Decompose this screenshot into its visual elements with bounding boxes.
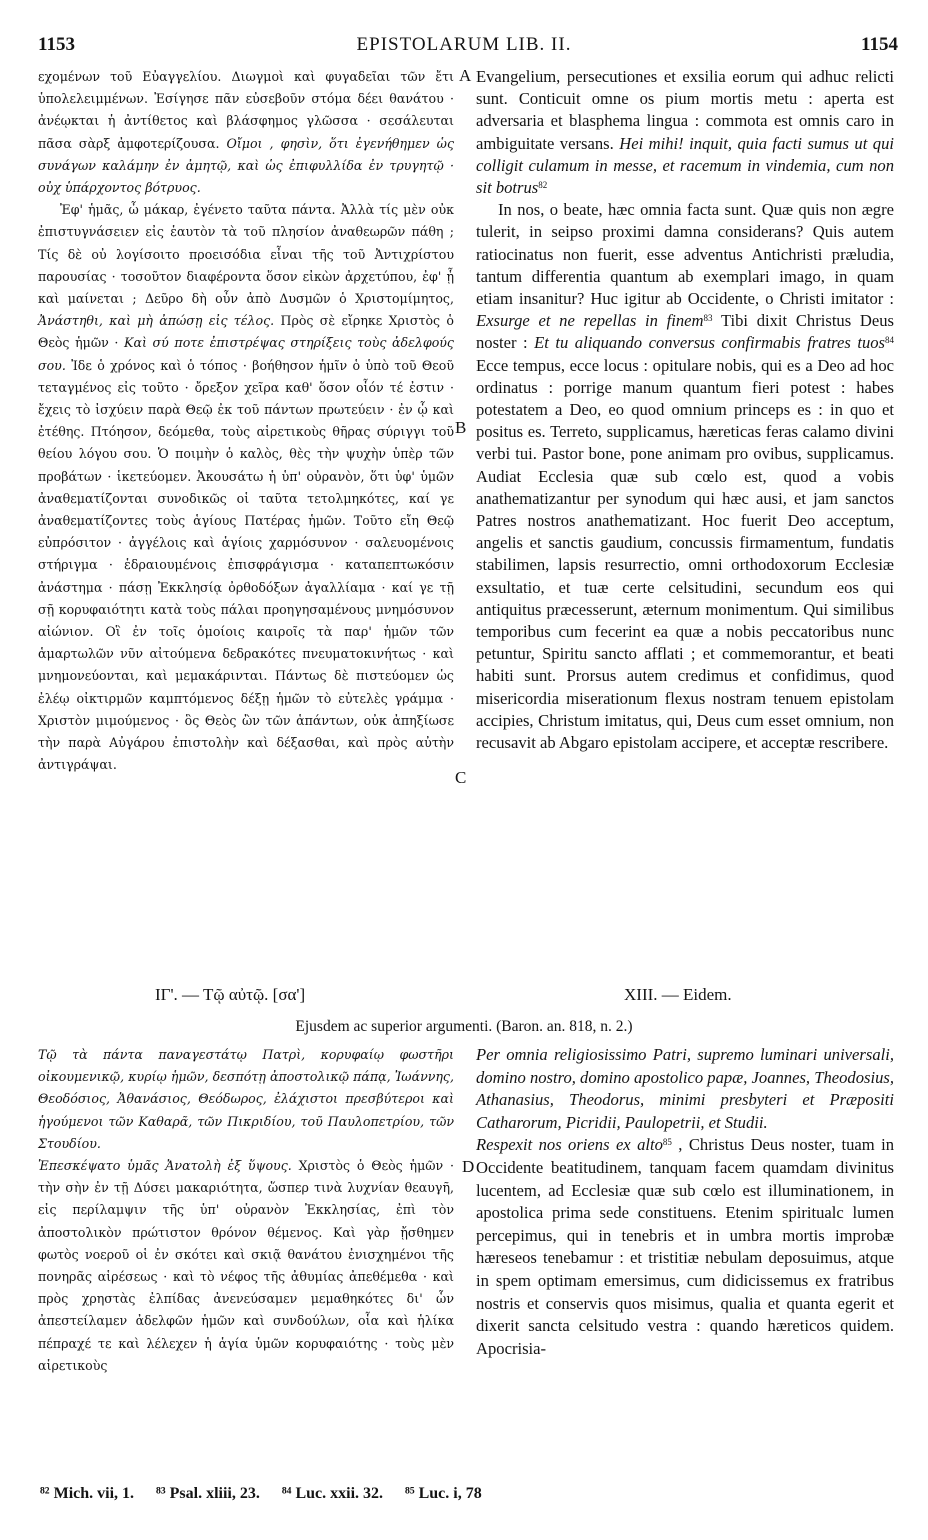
greek-column-top [38,66,454,777]
italic-run: Καὶ σύ ποτε ἐπιστρέψας στηρίξεις τοὺς ἀδελφούς σου. [38,335,454,373]
italic-run: Exsurge et ne repellas in finem [476,311,704,331]
paragraph [476,1134,894,1360]
greek-column-bottom [38,1044,454,1377]
footnote-85: ⁸⁵ Luc. i, 78 [405,1485,482,1502]
text-run: In nos, o beate, hæc omnia facta sunt. Quæ quis non ægre tulerit, in seipso proximi damna considerans? Quis autem ratiocinatus non fuerit, esse adventus Antichristi præludia, tantum differentia quantum ab exemplari imago, in quam etiam insanitur? Huc igitur ab Occidente, o Christi imitator : [476,200,894,309]
latin-column-top [476,66,894,754]
text-run: Πρὸς σὲ εἴρηκε Χριστὸς ὁ Θεὸς ἡμῶν · [38,313,454,351]
text-run: Ecce tempus, ecce locus : opitulare nobis, qui es a Deo ad hoc ordinatus : porrige manum quantum fieri potest : habes potestatem a Deo, eo quod omnium princeps es : in quo et positus es. Terreto, supplicamus, hæreticas feras calamo divini verbi tui. Pastor bone, pone animam pro ovibus, supplicamus. Audiat Ecclesia quæ sub cœlo est, quod a vobis anathematizantur per synodum qui hæc ausi, et jam sanctos Patres nostros anathematizant. Hoc fuerit Deo acceptum, angelis et sanctis gaudium, concussis firmamentum, fundatis stabilimen, lapsis resurrectio, omni orthodoxorum Ecclesiæ exsultatio, et tuæ certe celsitudini, secundum eos qui antiquitus præcesserunt, æternum monimentum. Qui similibus temporibus cum fecerint ea quæ a nobis peccatoribus nunc petuntur, Spiritu sancto afflati ; et commemorantur, et beati habiti sunt. Prorsus autem credimus et confidimus, quod misericordia miserationum flexus nostram tenuem epistolam accipies, Christum imitatus, qui, Deus cum esset omnium, non recusavit ab Abgaro epistolam accipere, et acceptæ rescribere. [476,355,894,753]
paragraph [38,1044,454,1155]
paragraph [476,1044,894,1134]
section-subtitle: Ejusdem ac superior argumenti. (Baron. an. 818, n. 2.) [295,1018,633,1035]
italic-run: Ἐπεσκέψατο ὑμᾶς Ἀνατολὴ ἐξ ὕψους. [38,1158,292,1174]
paragraph [38,199,454,776]
italic-run: Per omnia religiosissimo Patri, supremo luminari universali, domino nostro, domino apostolico papæ, Joannes, Theodosius, Athanasius, Theodorus, minimi presbyteri et Præpositi Catharorum, Picridii, Paulopetrii, et Studii. [476,1045,894,1132]
italic-run: Respexit nos oriens ex alto [476,1135,663,1155]
margin-letter-c: C [455,768,467,787]
text-run: εχομένων τοῦ Εὐαγγελίου. Διωγμοὶ καὶ φυγαδεῖαι τῶν ἔτι ὑπολελειμμένων. Ἐσίγησε πᾶν εὐσεβοῦν στόμα δέει θανάτου · ἀνέῳκται ἡ ἀντίθετος καὶ βλάσφημος γλῶσσα · σεσάλευται πᾶσα σὰρξ ἀμφοτερίζουσα. [38,69,454,151]
page-number-right: 1154 [861,34,898,55]
paragraph [38,66,454,199]
running-header [0,34,928,60]
footnote-ref: 83 [703,313,713,324]
italic-run: Ἀνάστηθι, καὶ μὴ ἀπώσῃ εἰς τέλος. [38,313,275,329]
paragraph [38,1155,454,1377]
footnote-ref: 82 [538,180,548,191]
text-run: Ἰδε ὁ χρόνος καὶ ὁ τόπος · βοήθησον ἡμῖν ὁ ὑπὸ τοῦ Θεοῦ τεταγμένος εἰς τοῦτο · ὄρεξον χεῖρα καθ' ὅσον οἷόν τέ ἐστιν · ἔχεις τὸ ἰσχύειν παρὰ Θεῷ ἐκ τοῦ πάντων πρωτεύειν · ἐν ᾧ καὶ ἐτέθης. Πτόησον, δεόμεθα, τοὺς αἱρετικοὺς θῆρας σύριγγι τοῦ θείου λόγου σου. Ὁ ποιμὴν ὁ καλὸς, θὲς τὴν ψυχὴν ὑπὲρ τῶν προβάτων · ἱκετεύομεν. Ἀκουσάτω ἡ ὑπ' οὐρανὸν, ὅτι ὑφ' ὑμῶν ἀναθεματίζονται συνοδικῶς οἱ ταῦτα τετολμηκότες, καί γε ἀναθεματίζοντες τοὺς ἁγίους Πατέρας ἡμῶν. Τοῦτο εἴη Θεῷ εὐπρόσιτον · ἀγγέλοις καὶ ἁγίοις χαρμόσυνον · σαλευομένοις στήριγμα · ἑδραιουμένοις ἐπισφράγισμα · καταπεπτωκόσιν ἀνάστημα · πάσῃ Ἐκκλησίᾳ ὀρθοδόξων ἀγαλλίαμα · καί γε τῇ σῇ κορυφαιότητι κατὰ τοὺς πάλαι προηγησαμένους μνημόσυνον αἰώνιον. Οἳ ἐν τοῖς ὁμοίοις καιροῖς τὰ παρ' ἡμῶν τῶν ἁμαρτωλῶν νῦν αἰτούμενα δεδρακότες πνευματοκινήτως · καὶ μνημονεύονται, καὶ μεμακάρινται. Πάντως δὲ πιστεύομεν ὡς ἐλέῳ οἰκτιρμῶν καμπτόμενος δέξῃ ἡμῶν τὸ εὐτελὲς γράμμα · Χριστὸν μιμούμενος · ὃς Θεὸς ὢν τῶν ἁπάντων, οὐκ ἀπηξίωσε τὴν παρὰ Αὐγάρου ἐπιστολὴν καὶ δέξασθαι, καὶ πρὸς αὐτὴν ἀντιγράψαι. [38,357,454,773]
footnote-ref: 85 [662,1137,672,1148]
margin-letter-b: B [455,418,467,437]
text-run: , Christus Deus noster, tuam in Occidente beatitudinem, tanquam facem quamdam divinitus lucentem, ad Ecclesiæ quæ sub cœlo est illuminationem, in apostolica prima sede constituens. Etenim spiritualc lumen percepimus, qui in tenebris et in umbra mortis improbæ hæreseos tenebamur : et tristitiæ nebulam deposuimus, atque in spem optimam emersimus, cum didicissemus ex fratribus nostris et conservis quos misimus, qualia et quanta egerit et dixerit sancta celsitudo vestra : quando hæreticos quidem. Apocrisia- [476,1135,894,1358]
italic-run: Et tu aliquando conversus confirmabis fratres tuos [534,333,885,353]
latin-column-bottom [476,1044,894,1360]
footnote-ref: 84 [885,335,894,346]
section-title-greek: ΙΓ'. — Τῷ αὐτῷ. [σα'] [155,985,306,1004]
footnote-83: ⁸³ Psal. xliii, 23. [156,1485,260,1502]
footnotes [40,1485,500,1503]
italic-run: Hei mihi! inquit, quia facti sumus ut qui colligit culamum in messe, et racemum in vindemia, cum non sit botrus [476,133,894,198]
section-title-latin: XIII. — Eidem. [624,985,732,1004]
paragraph [476,199,894,754]
margin-letter-d: D [462,1157,475,1176]
italic-run: Τῷ τὰ πάντα παναγεστάτῳ Πατρὶ, κορυφαίῳ φωστῆρι οἰκουμενικῷ, κυρίῳ ἡμῶν, δεσπότῃ ἀποστολικῷ πάπᾳ, Ἰωάννης, Θεοδόσιος, Ἀθανάσιος, Θεόδωρος, ἐλάχιστοι πρεσβύτεροι καὶ ἡγούμενοι τῶν Καθαρᾶ, τῶν Πικριδίου, τοῦ Παυλοπετρίου, τῶν Στουδίου. [38,1047,454,1151]
running-title: EPISTOLARUM LIB. II. [356,34,572,55]
paragraph [476,66,894,199]
page-number-left: 1153 [38,34,75,55]
text-run: Ἐφ' ἡμᾶς, ὦ μάκαρ, ἐγένετο ταῦτα πάντα. Ἀλλὰ τίς μὲν οὐκ ἐπιστυγνάσειεν εἰς ἑαυτὸν τὰ τοῦ πλησίον ἀναθεωρῶν πάθη ; Τίς δὲ οὐ λογίσοιτο προεισόδια εἶναι τῆς τοῦ Ἀντιχρίστου παρουσίας · τοσοῦτον διαφέροντα ὅσον εἰκὼν ἀρχετύπου, ἐφ' ᾗ καὶ μαίνεται ; Δεῦρο δὴ οὖν ἀπὸ Δυσμῶν ὁ Χριστομίμητος, [38,202,454,307]
text-run: Evangelium, persecutiones et exsilia eorum qui adhuc relicti sunt. Conticuit omne os pium mortis metu : aperta est adversaria et blasphema lingua : commota est omnis caro in ambiguitate versans. [476,67,894,153]
text-run: Χριστὸς ὁ Θεὸς ἡμῶν · τὴν σὴν ἐν τῇ Δύσει μακαριότητα, ὥσπερ τινὰ λυχνίαν θεαυγῆ, εἰς περίλαμψιν τῆς ὑπ' οὐρανὸν Ἐκκλησίας, ἐπὶ τὸν ἀποστολικὸν πρώτιστον θρόνον θέμενος. Καὶ γὰρ ᾔσθημεν φωτὸς νοεροῦ οἱ ἐν σκότει καὶ σκιᾷ θανάτου ἐνισχημένοι τῆς πονηρᾶς αἱρέσεως · καὶ τὸ νέφος τῆς ἀθυμίας ἀπεθέμεθα · καὶ πρὸς χρηστὰς ἐλπίδας ἀνενεύσαμεν μεμαθηκότες δι' ὧν ἀπεστείλαμεν ἀδελφῶν ἡμῶν καὶ συνδούλων, οἷα καὶ ἡλίκα πέπραχέ τε καὶ λέλεχεν ἡ ἁγία ὑμῶν κορυφαιότης · τοὺς μὲν αἱρετικοὺς [38,1158,454,1373]
margin-letter-a: A [459,66,472,85]
footnote-84: ⁸⁴ Luc. xxii. 32. [281,1485,384,1502]
footnote-82: ⁸² Mich. vii, 1. [40,1485,135,1502]
text-run: Tibi dixit Christus Deus noster : [476,311,894,353]
italic-run: Οἴμοι , φησὶν, ὅτι ἐγενήθημεν ὡς συνάγων καλάμην ἐν ἀμητῷ, καὶ ὡς ἐπιφυλλίδα ἐν τρυγητῷ · οὐχ ὑπάρχοντος βότρυος. [38,135,455,196]
